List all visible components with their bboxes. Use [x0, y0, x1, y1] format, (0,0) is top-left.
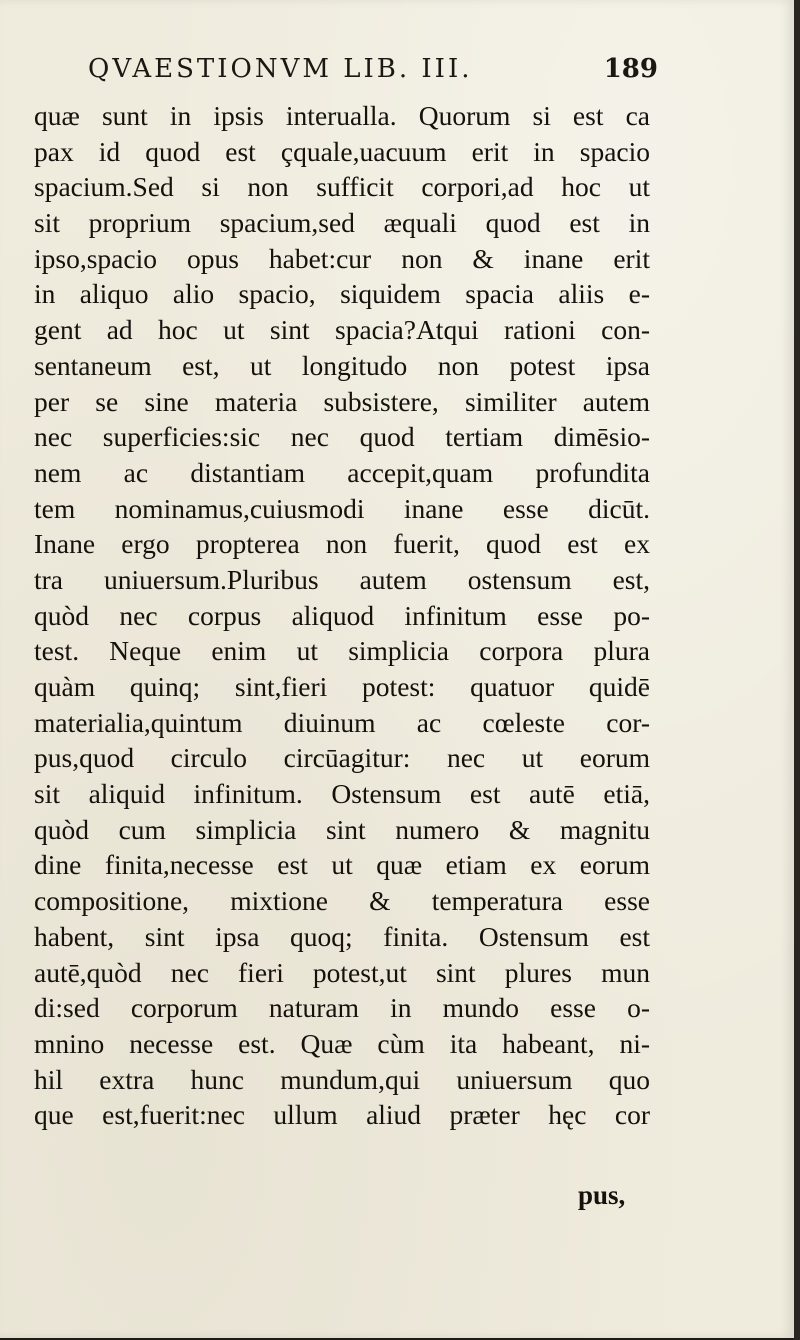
text-line: nem ac distantiam accepit,quam profundita — [34, 456, 650, 488]
text-line: sentaneum est, ut longitudo non potest ipsa — [34, 349, 650, 381]
catchword: pus, — [578, 1180, 626, 1210]
running-title: QVAESTIONVM LIB. III. — [88, 54, 473, 84]
text-line: que est,fuerit:nec ullum aliud præter hęc cor — [34, 1099, 650, 1131]
text-line: mnino necesse est. Quæ cùm ita habeant, ni- — [34, 1027, 650, 1059]
text-line: spacium.Sed si non sufficit corpori,ad hoc ut — [34, 171, 650, 203]
text-line: dine finita,necesse est ut quæ etiam ex eorum — [34, 849, 650, 881]
text-line: habent, sint ipsa quoq; finita. Ostensum est — [34, 920, 650, 952]
text-line: pax id quod est çquale,uacuum erit in spacio — [34, 135, 650, 167]
text-line: tem nominamus,cuiusmodi inane esse dicūt. — [34, 492, 650, 524]
text-line: Inane ergo propterea non fuerit, quod est ex — [34, 528, 650, 560]
text-line: gent ad hoc ut sint spacia?Atqui rationi con- — [34, 314, 650, 346]
running-head — [88, 54, 658, 98]
text-line: autē,quòd nec fieri potest,ut sint plures mun — [34, 956, 650, 988]
body-text — [34, 98, 650, 1133]
text-line: nec superficies:sic nec quod tertiam dimēsio- — [34, 421, 650, 453]
text-line: compositione, mixtione & temperatura esse — [34, 885, 650, 917]
text-line: quæ sunt in ipsis interualla. Quorum si est ca — [34, 100, 650, 131]
text-line: hil extra hunc mundum,qui uniuersum quo — [34, 1063, 650, 1095]
text-line: quòd nec corpus aliquod infinitum esse po- — [34, 599, 650, 631]
text-line: sit aliquid infinitum. Ostensum est autē etiā, — [34, 778, 650, 810]
text-line: tra uniuersum.Pluribus autem ostensum est, — [34, 563, 650, 595]
text-line: test. Neque enim ut simplicia corpora plura — [34, 635, 650, 667]
text-line: ipso,spacio opus habet:cur non & inane erit — [34, 242, 650, 274]
text-line: quàm quinq; sint,fieri potest: quatuor quidē — [34, 671, 650, 702]
text-line: quòd cum simplicia sint numero & magnitu — [34, 813, 650, 845]
text-line: per se sine materia subsistere, similiter autem — [34, 385, 650, 417]
text-line: di:sed corporum naturam in mundo esse o- — [34, 992, 650, 1024]
text-line: sit proprium spacium,sed æquali quod est in — [34, 207, 650, 239]
text-line: materialia,quintum diuinum ac cœleste cor- — [34, 706, 650, 738]
text-line: in aliquo alio spacio, siquidem spacia aliis e- — [34, 278, 650, 310]
page-edge — [794, 0, 800, 1340]
text-line: pus,quod circulo circūagitur: nec ut eorum — [34, 742, 650, 774]
folio-number: 189 — [603, 54, 658, 84]
